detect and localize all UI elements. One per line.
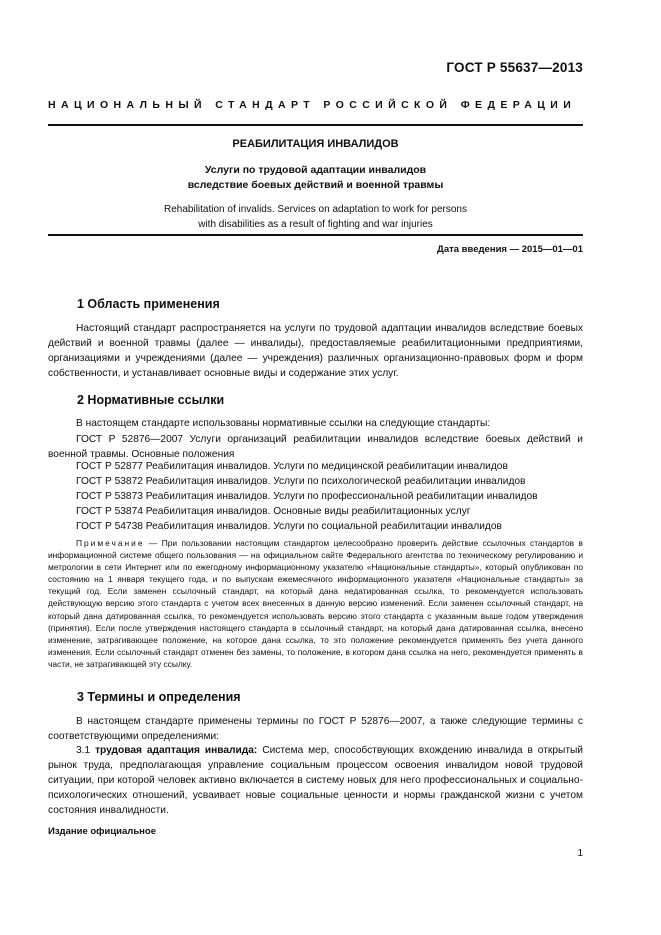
reference-6: ГОСТ Р 54738 Реабилитация инвалидов. Услуги по социальной реабилитации инвалидов — [76, 521, 502, 532]
reference-2: ГОСТ Р 52877 Реабилитация инвалидов. Услуги по медицинской реабилитации инвалидов — [76, 461, 508, 472]
note-label: Примечание — [76, 538, 145, 548]
introduction-date: Дата введения — 2015—01—01 — [437, 244, 583, 255]
document-title: РЕАБИЛИТАЦИЯ ИНВАЛИДОВ — [232, 138, 399, 150]
note — [48, 537, 583, 670]
english-title-line-1: Rehabilitation of invalids. Services on adaptation to work for persons — [164, 204, 467, 215]
national-standard-title: НАЦИОНАЛЬНЫЙ СТАНДАРТ РОССИЙСКОЙ ФЕДЕРАЦИИ — [48, 99, 577, 111]
reference-5: ГОСТ Р 53874 Реабилитация инвалидов. Основные виды реабилитационных услуг — [76, 506, 471, 517]
section-3-intro-text: В настоящем стандарте применены термины по ГОСТ Р 52876—2007, а также следующие термины с соответствующими определениями: — [48, 716, 583, 742]
top-rule — [48, 124, 583, 126]
section-3-intro — [48, 714, 583, 744]
page-number: 1 — [577, 848, 583, 859]
term-definition: Система мер, способствующих вхождению инвалида в открытый рынок труда, предполагающая управление социальным процессом освоения инвалидом новой трудовой ситуации, при которой человек активно включается в систему новых для него профессиональных и социально-психологических отношений, усваивает новые социальные ценности и нормы гражданской жизни с учетом состояния инвалидности. — [48, 745, 583, 816]
doc-number: ГОСТ Р 55637—2013 — [446, 60, 583, 75]
document-subtitle — [48, 163, 583, 193]
english-title-line-2: with disabilities as a result of fighting and war injuries — [198, 218, 433, 230]
subtitle-line-1: Услуги по трудовой адаптации инвалидов — [204, 164, 427, 176]
reference-1-text: ГОСТ Р 52876—2007 Услуги организаций реабилитации инвалидов вследствие боевых действий и военной травмы. Основные положения — [48, 434, 583, 460]
section-3-heading: 3 Термины и определения — [77, 690, 241, 704]
term-name: трудовая адаптация инвалида: — [95, 745, 258, 756]
note-text: — При пользовании настоящим стандартом целесообразно проверить действие ссылочных стандартов в информационной системе общего пользования — на официальном сайте Федерального агентства по техническому регулированию и метрологии в сети Интернет или по ежегодному информационному указателю «Национальные стандарты», который опубликован по состоянию на 1 января текущего года, и по выпускам ежемесячного информационного указателя «Национальные стандарты» за текущий год. Если заменен ссылочный стандарт, на который дана недатированная ссылка, то рекомендуется использовать действующую версию этого стандарта с учетом всех внесенных в данную версию изменений. Если заменен ссылочный стандарт, на который дана датированная ссылка, то рекомендуется использовать версию этого стандарта с указанным выше годом утверждения (принятия). Если после утверждения настоящего стандарта в ссылочный стандарт, на который дана датированная ссылка, внесено изменение, затрагивающее положение, на которое дана ссылка, то это положение рекомендуется применять без учета данного изменения. Если ссылочный стандарт отменен без замены, то положение, в котором дана ссылка на него, рекомендуется применять в части, не затрагивающей эту ссылку. — [48, 538, 583, 669]
subtitle-line-2: вследствие боевых действий и военной травмы — [187, 179, 444, 191]
section-1-body: Настоящий стандарт распространяется на услуги по трудовой адаптации инвалидов вследствие боевых действий и военной травмы (далее — инвалиды), предоставляемые реабилитационными предприятиями, организациями и учреждениями (далее — учреждения) различных организационно-правовых форм и форм собственности, и устанавливает основные виды и содержание этих услуг. — [48, 323, 583, 379]
title-bottom-rule — [48, 234, 583, 236]
term-3-1 — [48, 743, 583, 818]
official-edition: Издание официальное — [48, 826, 156, 837]
section-1-heading: 1 Область применения — [77, 297, 220, 311]
reference-4: ГОСТ Р 53873 Реабилитация инвалидов. Услуги по профессиональной реабилитации инвалидов — [76, 491, 538, 502]
section-2-heading: 2 Нормативные ссылки — [77, 393, 225, 407]
english-title — [48, 203, 583, 232]
term-number: 3.1 — [76, 745, 96, 756]
reference-1 — [48, 432, 583, 462]
reference-3: ГОСТ Р 53872 Реабилитация инвалидов. Услуги по психологической реабилитации инвалидов — [76, 476, 526, 487]
section-2-intro: В настоящем стандарте использованы нормативные ссылки на следующие стандарты: — [76, 418, 491, 429]
section-1-text — [48, 321, 583, 381]
